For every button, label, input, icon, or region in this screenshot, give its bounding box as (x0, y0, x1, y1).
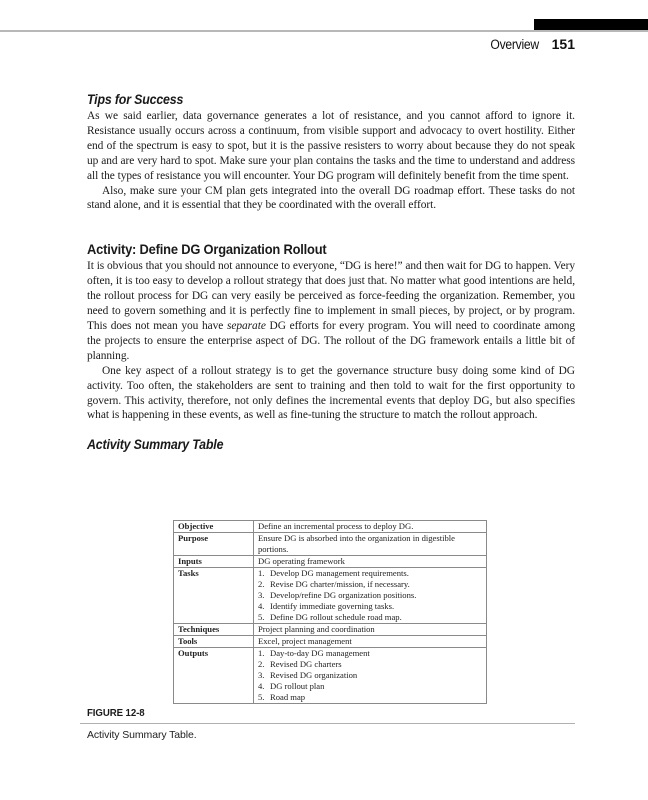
body-content (87, 92, 575, 454)
item-number: 2. (258, 579, 265, 589)
table-row-tools (174, 636, 487, 648)
activity-paragraph-2: One key aspect of a rollout strategy is to get the governance structure busy doing some kind of DG activity. Too often, the stakeholders are sent to training and then told to wait for the first opportunity to govern. This activity, therefore, not only defines the incremental events that deploy DG, but also specifies what is happening in these events, as well as fine-tuning the structure to match the rollout approach. (87, 364, 575, 422)
item-number: 5. (258, 692, 265, 702)
list-item (258, 590, 482, 601)
table-row-purpose (174, 533, 487, 556)
figure-label: FIGURE 12-8 (87, 707, 145, 719)
row-key: Tools (174, 636, 254, 648)
list-item (258, 579, 482, 590)
row-value (254, 648, 487, 704)
tips-paragraph-2: Also, make sure your CM plan gets integrated into the overall DG roadmap effort. These tasks do not stand alone, and it is essential that they be coordinated with the overall effort. (87, 184, 575, 212)
running-head (485, 36, 575, 52)
row-key: Inputs (174, 556, 254, 568)
header-rule (0, 30, 648, 32)
activity-section (87, 241, 575, 423)
activity-p1-emphasis: separate (227, 319, 266, 332)
row-value: Excel, project management (254, 636, 487, 648)
item-text: Day-to-day DG management (270, 648, 370, 658)
item-text: Revised DG charters (270, 659, 342, 669)
row-key: Objective (174, 521, 254, 533)
item-number: 2. (258, 659, 265, 669)
running-head-section: Overview (490, 37, 539, 52)
item-number: 5. (258, 612, 265, 622)
table-row-inputs (174, 556, 487, 568)
list-item (258, 670, 482, 681)
activity-summary-table-wrap (173, 520, 487, 704)
page-number: 151 (551, 36, 575, 52)
row-key: Outputs (174, 648, 254, 704)
item-number: 3. (258, 670, 265, 680)
table-row-techniques (174, 624, 487, 636)
row-value: Define an incremental process to deploy DG. (254, 521, 487, 533)
list-item (258, 612, 482, 623)
item-number: 4. (258, 681, 265, 691)
table-row-outputs (174, 648, 487, 704)
table-row-objective (174, 521, 487, 533)
tips-paragraph-1: As we said earlier, data governance generates a lot of resistance, and you cannot afford to ignore it. Resistance usually occurs across a continuum, from visible support and advocacy to overt hostility. Either end of the spectrum is easy to spot, but it is the passive resisters to worry about because they do not speak up and are very hard to spot. Make sure your plan contains the tasks and the time to understand and address all the types of resistance you will encounter. Your DG program will definitely benefit from the time spent. (87, 110, 575, 182)
row-key: Techniques (174, 624, 254, 636)
item-text: Develop/refine DG organization positions. (270, 590, 417, 600)
list-item (258, 601, 482, 612)
list-item (258, 648, 482, 659)
activity-heading: Activity: Define DG Organization Rollout (87, 241, 327, 258)
tips-heading: Tips for Success (87, 92, 184, 107)
item-text: Revised DG organization (270, 670, 358, 680)
row-value: Project planning and coordination (254, 624, 487, 636)
row-value (254, 568, 487, 624)
row-value: Ensure DG is absorbed into the organization in digestible portions. (254, 533, 487, 556)
activity-p1-text-a: It is obvious that you should not announce to everyone, “DG is here!” and then wait for DG to happen. Very often, it is too easy to develop a rollout strategy that does just that. No matter what good intentions are held, the rollout process for DG can very easily be perceived as force-feeding the organization. Remember, you need to govern something and it is perfectly fine to implement in small pieces, by project, or by program. This does not mean you have (87, 260, 575, 332)
item-text: Revise DG charter/mission, if necessary. (270, 579, 410, 589)
item-text: Define DG rollout schedule road map. (270, 612, 402, 622)
activity-p1-text-b: DG efforts for every program. You will need to coordinate among the projects to ensure the enterprise aspect of DG. The rollout of the DG framework entails a little bit of planning. (87, 319, 575, 362)
item-text: Develop DG management requirements. (270, 568, 409, 578)
list-item (258, 659, 482, 670)
table-row-tasks (174, 568, 487, 624)
list-item (258, 568, 482, 579)
item-number: 1. (258, 568, 265, 578)
item-text: Road map (270, 692, 306, 702)
row-key: Tasks (174, 568, 254, 624)
item-text: DG rollout plan (270, 681, 325, 691)
figure-caption: Activity Summary Table. (87, 729, 197, 741)
tips-section (87, 92, 575, 213)
summary-heading: Activity Summary Table (87, 437, 224, 453)
row-value: DG operating framework (254, 556, 487, 568)
list-item (258, 681, 482, 692)
list-item (258, 692, 482, 703)
outputs-list (258, 648, 482, 703)
caption-rule (80, 723, 575, 724)
activity-paragraph-1 (87, 259, 575, 363)
row-key: Purpose (174, 533, 254, 556)
item-text: Identify immediate governing tasks. (270, 601, 395, 611)
item-number: 4. (258, 601, 265, 611)
item-number: 1. (258, 648, 265, 658)
activity-summary-table (173, 520, 487, 704)
tasks-list (258, 568, 482, 623)
item-number: 3. (258, 590, 265, 600)
